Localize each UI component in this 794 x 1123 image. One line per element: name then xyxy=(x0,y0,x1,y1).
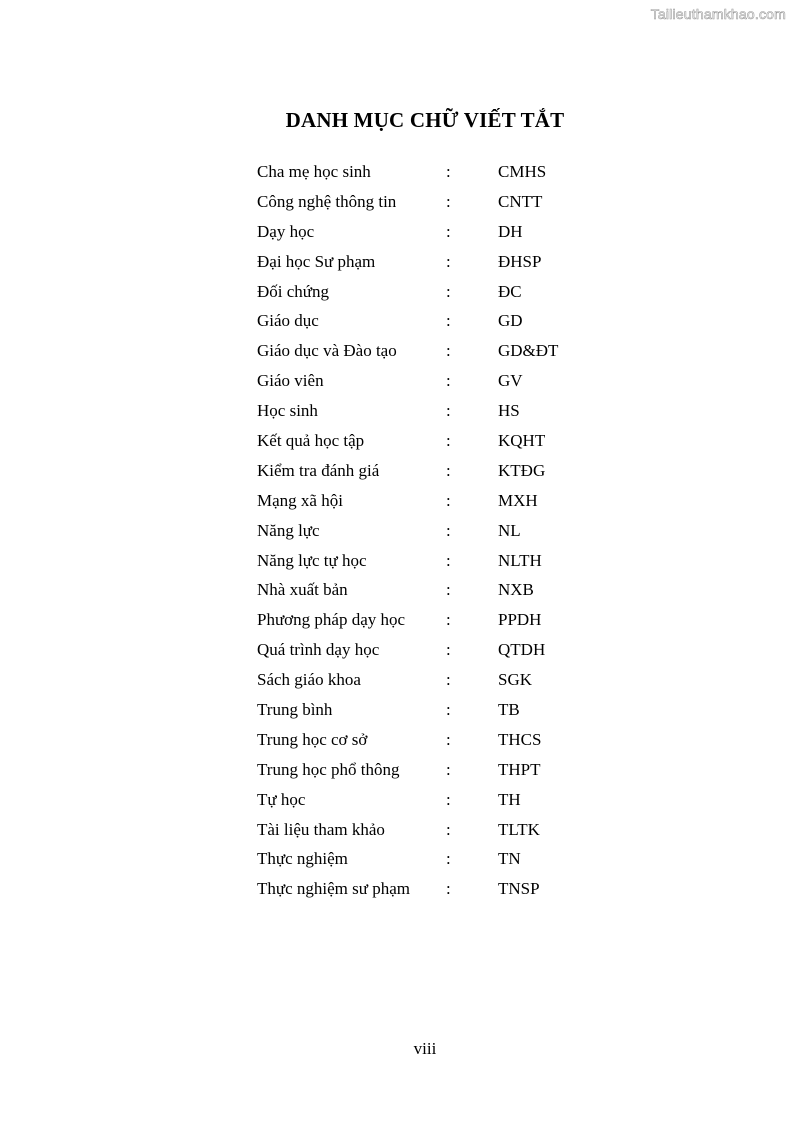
abbreviation-code: KTĐG xyxy=(498,460,546,480)
abbreviation-separator: : xyxy=(446,670,451,690)
abbreviation-separator: : xyxy=(446,729,451,749)
abbreviation-code: THPT xyxy=(498,759,541,779)
abbreviation-code: GD xyxy=(498,311,523,331)
abbreviation-separator: : xyxy=(446,191,451,211)
abbreviation-code: ĐHSP xyxy=(498,251,542,271)
abbreviation-code: TB xyxy=(498,700,520,720)
abbreviation-separator: : xyxy=(446,610,451,630)
abbreviation-row xyxy=(257,728,677,758)
abbreviation-row xyxy=(257,399,677,429)
abbreviation-code: CMHS xyxy=(498,162,547,181)
abbreviation-code: SGK xyxy=(498,670,533,690)
abbreviation-code: TN xyxy=(498,849,521,869)
abbreviation-code: TNSP xyxy=(498,879,540,899)
abbreviation-row xyxy=(257,369,677,399)
abbreviation-term: Năng lực tự học xyxy=(257,550,367,570)
abbreviation-row xyxy=(257,280,677,310)
abbreviation-term: Đối chứng xyxy=(257,281,330,301)
abbreviation-separator: : xyxy=(446,162,451,181)
abbreviation-code: QTDH xyxy=(498,640,546,660)
abbreviation-separator: : xyxy=(446,371,451,391)
abbreviation-term: Học sinh xyxy=(257,401,318,421)
abbreviation-row xyxy=(257,818,677,848)
abbreviation-row xyxy=(257,309,677,339)
abbreviation-term: Giáo dục và Đào tạo xyxy=(257,341,397,361)
abbreviation-separator: : xyxy=(446,311,451,331)
abbreviation-term: Dạy học xyxy=(257,221,315,241)
abbreviation-term: Sách giáo khoa xyxy=(257,670,361,690)
abbreviation-code: NL xyxy=(498,520,521,540)
abbreviation-row xyxy=(257,250,677,280)
abbreviation-term: Nhà xuất bản xyxy=(257,580,348,600)
abbreviation-separator: : xyxy=(446,431,451,451)
abbreviation-term: Trung học phổ thông xyxy=(257,759,400,779)
abbreviation-term: Đại học Sư phạm xyxy=(257,251,376,271)
abbreviation-separator: : xyxy=(446,879,451,899)
abbreviation-row xyxy=(257,847,677,877)
abbreviation-code: HS xyxy=(498,401,520,421)
abbreviation-code: ĐC xyxy=(498,281,522,301)
abbreviation-separator: : xyxy=(446,460,451,480)
abbreviation-code: KQHT xyxy=(498,431,546,451)
page-title: DANH MỤC CHỮ VIẾT TẮT xyxy=(285,108,565,133)
abbreviation-term: Mạng xã hội xyxy=(257,490,343,510)
abbreviation-separator: : xyxy=(446,819,451,839)
abbreviation-row xyxy=(257,339,677,369)
abbreviation-term: Tự học xyxy=(257,789,306,809)
abbreviation-code: THCS xyxy=(498,729,542,749)
abbreviation-row xyxy=(257,788,677,818)
abbreviation-row xyxy=(257,429,677,459)
abbreviation-term: Kết quả học tập xyxy=(257,431,365,451)
abbreviation-code: TLTK xyxy=(498,819,540,839)
abbreviation-row xyxy=(257,608,677,638)
abbreviation-row xyxy=(257,220,677,250)
abbreviation-row xyxy=(257,519,677,549)
abbreviation-term: Quá trình dạy học xyxy=(257,640,380,660)
abbreviation-term: Thực nghiệm xyxy=(257,849,348,869)
abbreviation-separator: : xyxy=(446,341,451,361)
abbreviation-term: Kiểm tra đánh giá xyxy=(257,460,380,480)
abbreviation-separator: : xyxy=(446,849,451,869)
abbreviation-term: Phương pháp dạy học xyxy=(257,610,406,630)
abbreviation-separator: : xyxy=(446,759,451,779)
abbreviation-code: NXB xyxy=(498,580,534,600)
abbreviation-code: GD&ĐT xyxy=(498,341,559,361)
abbreviation-separator: : xyxy=(446,490,451,510)
abbreviation-row xyxy=(257,489,677,519)
abbreviation-row xyxy=(257,877,677,907)
abbreviation-separator: : xyxy=(446,281,451,301)
abbreviation-separator: : xyxy=(446,251,451,271)
abbreviation-row xyxy=(257,459,677,489)
abbreviation-separator: : xyxy=(446,700,451,720)
abbreviation-term: Cha mẹ học sinh xyxy=(257,162,371,181)
watermark-text: Tailieuthamkhao.com xyxy=(650,6,786,22)
abbreviation-row xyxy=(257,549,677,579)
abbreviation-code: TH xyxy=(498,789,521,809)
abbreviation-code: CNTT xyxy=(498,191,543,211)
abbreviation-row xyxy=(257,190,677,220)
abbreviation-row xyxy=(257,758,677,788)
abbreviation-code: MXH xyxy=(498,490,538,510)
abbreviation-list xyxy=(257,160,677,907)
abbreviation-separator: : xyxy=(446,580,451,600)
abbreviation-term: Năng lực xyxy=(257,520,320,540)
abbreviation-term: Trung bình xyxy=(257,700,333,720)
abbreviation-term: Công nghệ thông tin xyxy=(257,191,397,211)
abbreviation-row xyxy=(257,638,677,668)
abbreviation-code: GV xyxy=(498,371,523,391)
page-number: viii xyxy=(413,1039,437,1058)
abbreviation-term: Tài liệu tham khảo xyxy=(257,819,385,839)
abbreviation-separator: : xyxy=(446,401,451,421)
abbreviation-term: Giáo dục xyxy=(257,311,319,331)
abbreviation-separator: : xyxy=(446,789,451,809)
abbreviation-code: DH xyxy=(498,221,523,241)
abbreviation-row xyxy=(257,698,677,728)
abbreviation-row xyxy=(257,160,677,190)
abbreviation-term: Thực nghiệm sư phạm xyxy=(257,879,410,899)
abbreviation-row xyxy=(257,578,677,608)
abbreviation-term: Trung học cơ sở xyxy=(257,729,368,749)
abbreviation-code: NLTH xyxy=(498,550,542,570)
abbreviation-separator: : xyxy=(446,520,451,540)
abbreviation-separator: : xyxy=(446,640,451,660)
abbreviation-code: PPDH xyxy=(498,610,542,630)
abbreviation-separator: : xyxy=(446,550,451,570)
abbreviation-separator: : xyxy=(446,221,451,241)
abbreviation-row xyxy=(257,668,677,698)
abbreviation-term: Giáo viên xyxy=(257,371,324,391)
